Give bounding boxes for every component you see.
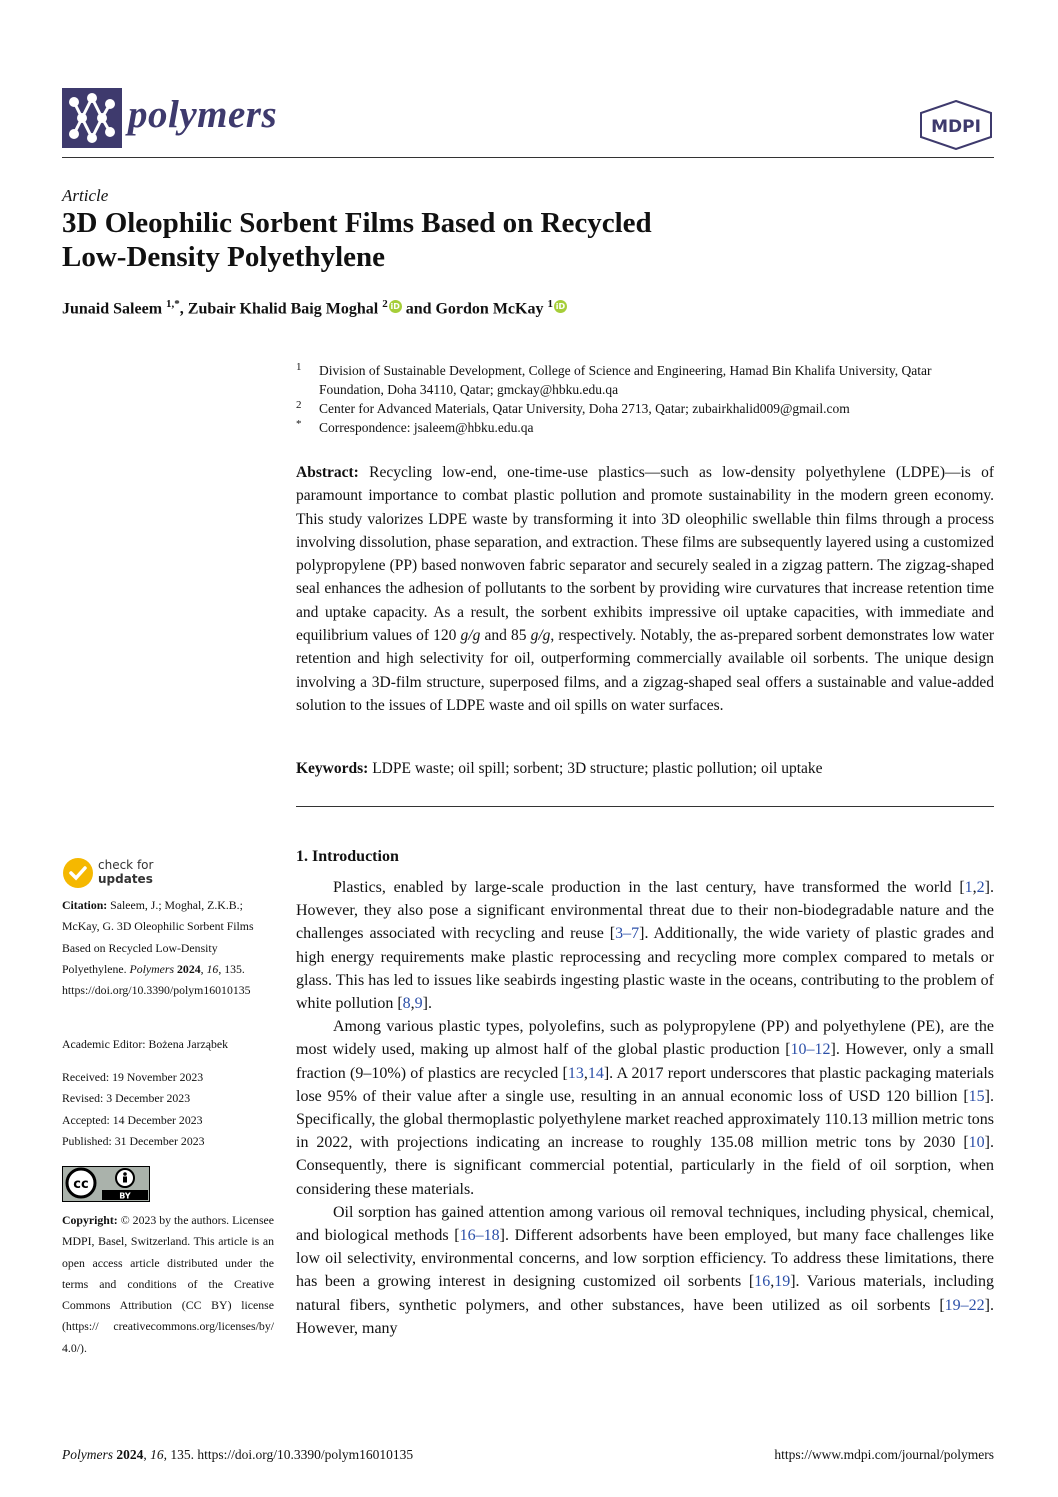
author-name: Gordon McKay	[435, 300, 544, 318]
title-line-1: 3D Oleophilic Sorbent Films Based on Recycled	[62, 207, 652, 239]
copyright-text: © 2023 by the authors. Licensee MDPI, Basel, Switzerland. This article is an open access article distributed under the terms and conditions of the Creative Commons Attribution (CC BY) license (https:// creativecommons.org/licenses/by/ 4.0/).	[62, 1213, 275, 1355]
mdpi-logo-text: MDPI	[931, 117, 981, 137]
paragraph-text: ]. A 2017 report underscores that plastic packaging materials lose 95% of their value after a single use, resulting in an annual economic loss of USD 120 billion [	[296, 1064, 995, 1105]
paragraph-text: ,	[770, 1273, 775, 1291]
paragraph-text: ]. Additionally, the wide variety of plastic grades and high energy requirements make plastic reprocessing and recycling more complex compared to metals or glass. This has led to issues like seabirds ingesting plastic waste in the oceans, contributing to the problem of white pollution [	[296, 925, 994, 1013]
abstract-text: and 85	[480, 627, 531, 645]
footer-year: 2024	[116, 1447, 144, 1462]
title-line-2: Low-Density Polyethylene	[62, 241, 385, 273]
citation-link[interactable]: 10	[968, 1134, 985, 1152]
citation-link[interactable]: 19–22	[944, 1296, 985, 1314]
footer-doi[interactable]: , 135. https://doi.org/10.3390/polym16010135	[163, 1447, 414, 1462]
author-separator: and	[401, 300, 436, 318]
citation-link[interactable]: 15	[968, 1087, 985, 1105]
academic-editor: Academic Editor: Bożena Jarząbek	[62, 1037, 229, 1051]
author-affiliation-mark: 1,*	[166, 298, 180, 310]
paragraph	[296, 1201, 994, 1340]
affiliation	[296, 361, 996, 399]
keywords-text: LDPE waste; oil spill; sorbent; 3D structure; plastic pollution; oil uptake	[372, 760, 823, 777]
keywords	[296, 760, 994, 778]
author-affiliation-mark: 2	[382, 298, 388, 310]
footer-volume: 16	[150, 1447, 164, 1462]
paragraph-text: Oil sorption has gained attention among various oil removal techniques, including physical, chemical, and biological methods [	[296, 1203, 994, 1245]
author-affiliation-mark: 1	[547, 298, 553, 310]
citation-link[interactable]: 9	[414, 995, 423, 1013]
paragraph-text: ,	[410, 995, 415, 1013]
abstract-unit: g/g	[460, 627, 481, 645]
citation: Citation: Saleem, J.; Moghal, Z.K.B.; McKay, G. 3D Oleophilic Sorbent Films Based on Recycled Low-Density Polyethylene. Polymers 2024, 16, 135. https://doi.org/10.3390/polym16010135	[62, 898, 254, 998]
footer-journal-url[interactable]: https://www.mdpi.com/journal/polymers	[774, 1447, 994, 1462]
paragraph-text: ]. Specifically, the global thermoplastic polyethylene market reached approximately 110.13 million metric tons in 2022, with projections indicating an increase to roughly 135.08 million metric tons by 2030 [	[296, 1087, 994, 1152]
paragraph	[296, 1015, 994, 1201]
citation-label: Citation:	[62, 898, 108, 912]
copyright-label: Copyright:	[62, 1213, 118, 1227]
citation-link[interactable]: 13	[567, 1064, 584, 1082]
paragraph-text: ]. However, only a small fraction (9–10%) of plastics are recycled [	[296, 1041, 994, 1082]
abstract-rule	[296, 806, 994, 807]
published-date: Published: 31 December 2023	[62, 1133, 205, 1148]
cc-by-license-icon[interactable]	[62, 1166, 150, 1202]
received-date: Received: 19 November 2023	[62, 1070, 204, 1084]
copyright-notice	[62, 1210, 274, 1359]
accepted-date: Accepted: 14 December 2023	[62, 1112, 203, 1127]
cc-by-label: BY	[119, 1191, 131, 1201]
citation-link[interactable]: 19	[774, 1273, 791, 1291]
citation-link[interactable]: 2	[976, 879, 985, 896]
abstract-label: Abstract:	[296, 464, 359, 481]
check-updates-line-2: updates	[98, 872, 153, 886]
citation-link[interactable]: 14	[587, 1064, 604, 1082]
paragraph-text: ]. However, many	[296, 1296, 994, 1337]
introduction-body	[296, 876, 994, 1340]
keywords-label: Keywords:	[296, 760, 369, 777]
check-for-updates-icon[interactable]	[62, 857, 94, 889]
paragraph-text: Plastics, enabled by large-scale production in the last century, have transformed the world [	[333, 879, 965, 896]
affiliation-text: Center for Advanced Materials, Qatar University, Doha 2713, Qatar; zubairkhalid009@gmail.com	[319, 401, 850, 416]
affiliation	[296, 418, 996, 437]
citation-volume: 16	[206, 961, 219, 976]
paragraph-text: ]. Different adsorbents have been employed, but many face challenges like low oil selectivity, environmental concerns, and low sorption efficiency. To address these limitations, there has been a growing interest in designing customized oil sorbents [	[296, 1227, 994, 1291]
abstract	[296, 461, 994, 717]
journal-name: polymers	[128, 93, 278, 136]
abstract-unit: g/g	[530, 627, 551, 645]
paragraph-text: Among various plastic types, polyolefins, such as polypropylene (PP) and polyethylene (PE), are the most widely used, making up almost half of the global plastic production [	[296, 1018, 994, 1059]
citation-text: Saleem, J.; Moghal, Z.K.B.; McKay, G. 3D Oleophilic Sorbent Films Based on Recycled Low-Density Polyethylene.	[62, 898, 254, 976]
paragraph-text: ]. Various materials, including natural fibers, synthetic polymers, and other substances, have been utilized as oil sorbents [	[296, 1273, 995, 1314]
publication-dates	[62, 1067, 274, 1152]
author-list	[62, 298, 567, 318]
abstract-text: Recycling low-end, one-time-use plastics—such as low-density polyethylene (LDPE)—is of paramount importance to combat plastic pollution and promote sustainability in the modern green economy. This study valorizes LDPE waste by transforming it into 3D oleophilic swellable thin films through a process involving dissolution, phase separation, and extraction. These films are subsequently layered using a customized polypropylene (PP) based nonwoven fabric separator and securely sealed in a zigzag pattern. The zigzag-shaped seal enhances the adhesion of pollutants to the sorbent by providing wire curvatures that increase retention time and uptake capacity. As a result, the sorbent exhibits impressive oil uptake capacities, with immediate and equilibrium values of 120	[296, 464, 994, 645]
footer-journal: Polymers	[62, 1447, 113, 1462]
citation-journal: Polymers	[129, 961, 175, 976]
affiliation-text: Correspondence: jsaleem@hbku.edu.qa	[319, 420, 534, 435]
citation-link[interactable]: 10–12	[790, 1041, 831, 1059]
author-name: Zubair Khalid Baig Moghal	[187, 300, 379, 318]
paragraph-text: ,	[972, 879, 977, 896]
citation-link[interactable]: 8	[402, 995, 411, 1013]
paragraph-text: ]. However, they also pose a significant environmental threat due to their non-biodegradable nature and the challenges associated with recycling and reuse [	[296, 879, 994, 943]
citation-link[interactable]: 16–18	[459, 1227, 500, 1245]
check-updates-line-1: check for	[98, 858, 154, 872]
orcid-icon[interactable]: iD	[390, 302, 400, 312]
article-type: Article	[62, 186, 109, 205]
affiliation-mark: 1	[296, 361, 302, 373]
affiliation-text: Division of Sustainable Development, College of Science and Engineering, Hamad Bin Khalifa University, Qatar Foundation, Doha 34110, Qatar; gmckay@hbku.edu.qa	[319, 363, 932, 397]
article-title	[62, 206, 962, 274]
abstract-text: , respectively. Notably, the as-prepared sorbent demonstrates low water retention and high selectivity for oil, outperforming commercially available oil sorbents. The unique design involving a 3D-film structure, superposed films, and a zigzag-shaped seal offers a sustainable and value-added solution to the issues of LDPE waste and oil spills on water surfaces.	[296, 627, 994, 714]
author-name: Junaid Saleem	[62, 300, 163, 318]
check-for-updates-button[interactable]	[98, 858, 153, 886]
citation-link[interactable]: 3–7	[615, 925, 640, 943]
author-separator: ,	[179, 300, 188, 318]
paragraph-text: ]. Consequently, there is significant commercial potential, particularly in the field of oil sorption, when considering these materials.	[296, 1134, 994, 1198]
section-heading: 1. Introduction	[296, 848, 399, 865]
header-rule	[62, 157, 994, 158]
revised-date: Revised: 3 December 2023	[62, 1091, 191, 1106]
paragraph-text: ,	[583, 1064, 588, 1082]
mdpi-logo-icon	[918, 100, 994, 150]
affiliation	[296, 399, 996, 418]
orcid-icon[interactable]: iD	[555, 302, 566, 312]
svg-text:cc: cc	[73, 1177, 89, 1192]
citation-link[interactable]: 16	[754, 1273, 771, 1291]
affiliation-mark: 2	[296, 399, 302, 411]
polymers-logo-icon	[62, 88, 122, 148]
paragraph	[296, 876, 994, 1015]
paragraph-text: ].	[422, 995, 432, 1013]
affiliation-mark: *	[296, 418, 302, 430]
citation-year: 2024	[177, 961, 201, 976]
citation-link[interactable]: 1	[964, 879, 973, 896]
citation-doi[interactable]: , 135. https://doi.org/10.3390/polym16010135	[62, 961, 251, 998]
footer-citation: Polymers 2024, 16, 135. https://doi.org/10.3390/polym16010135	[62, 1447, 414, 1462]
